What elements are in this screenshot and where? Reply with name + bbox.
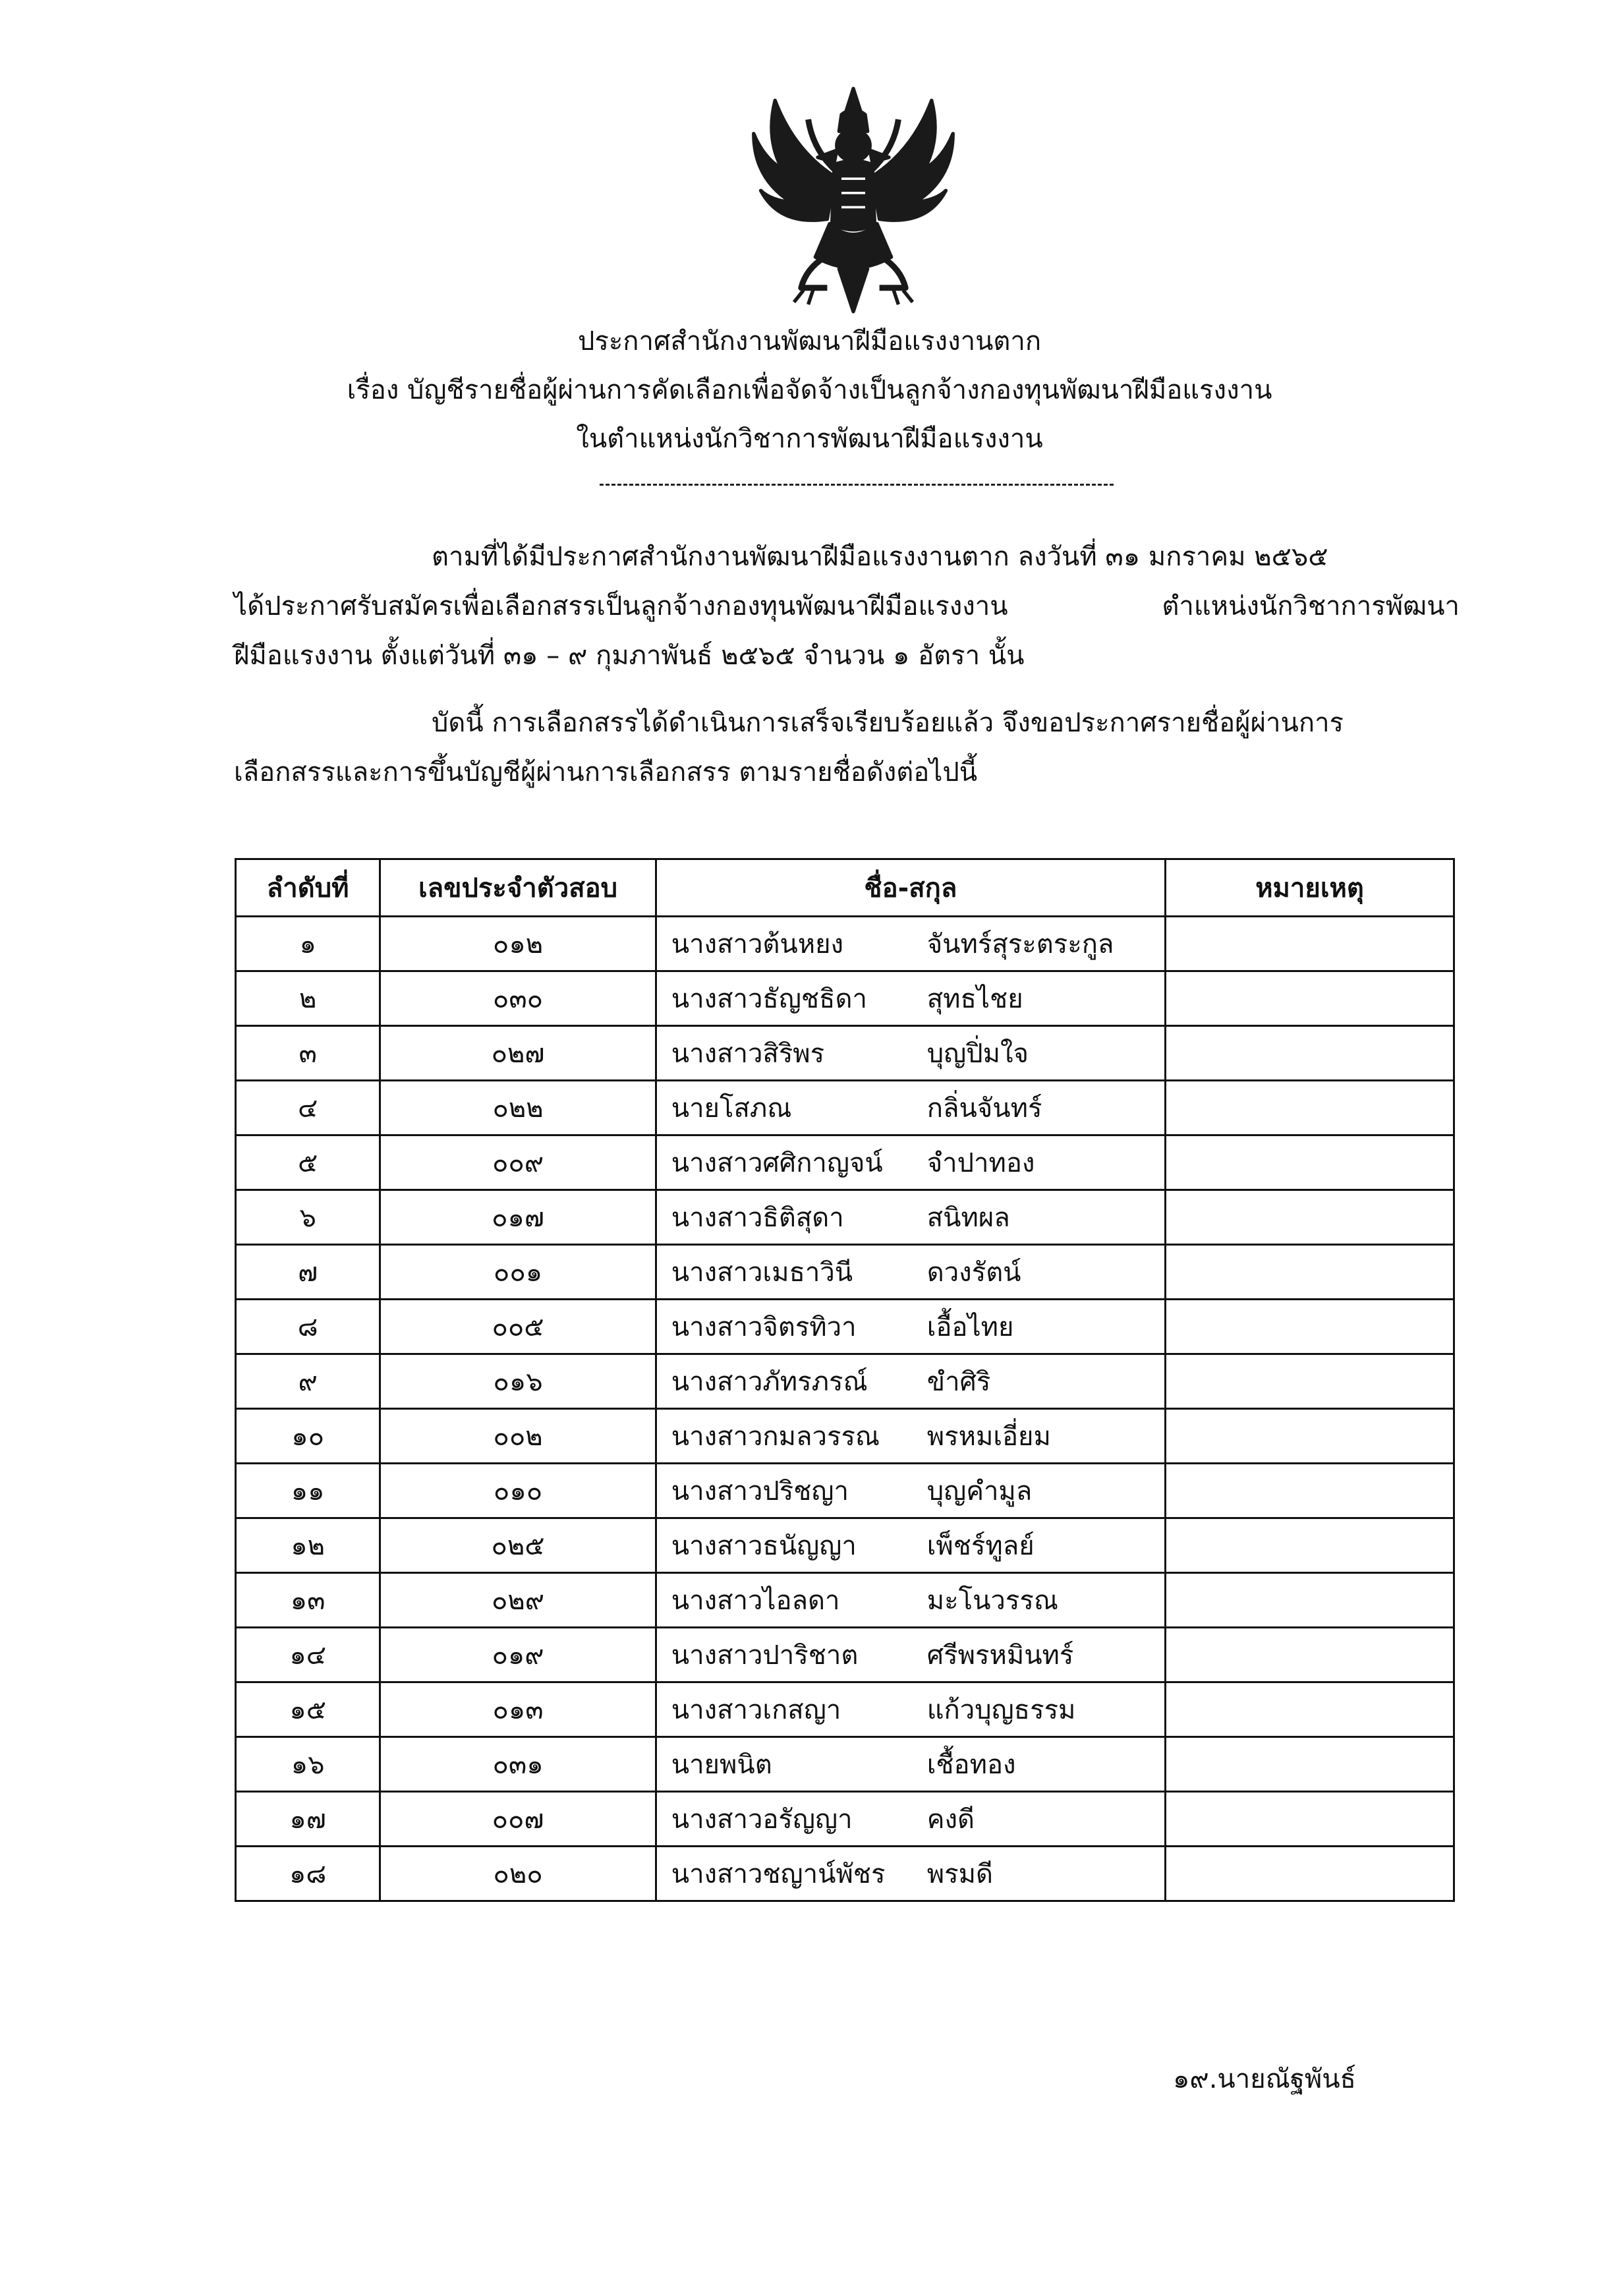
garuda-emblem-icon <box>735 79 972 316</box>
cell-order: ๕ <box>236 1135 380 1190</box>
announcement-subject: เรื่อง บัญชีรายชื่อผู้ผ่านการคัดเลือกเพื่อจัดจ้างเป็นลูกจ้างกองทุนพัฒนาฝีมือแรงงาน <box>347 375 1272 405</box>
given-name: นางสาวศศิกาญจน์ <box>671 1148 883 1178</box>
surname: จันทร์สุระตระกูล <box>926 929 1114 960</box>
cell-order: ๑๓ <box>236 1573 380 1628</box>
cell-name <box>656 1573 1165 1628</box>
cell-name <box>656 1026 1165 1081</box>
cell-remark <box>1166 917 1454 971</box>
surname: มะโนวรรณ <box>926 1586 1058 1616</box>
surname: เชื้อทอง <box>926 1750 1016 1780</box>
cell-exam-id: ๐๐๙ <box>380 1135 656 1190</box>
cell-order: ๑๒ <box>236 1518 380 1573</box>
header-exam-id: เลขประจำตัวสอบ <box>380 859 656 917</box>
cell-remark <box>1166 1682 1454 1737</box>
cell-name <box>656 1354 1165 1409</box>
cell-order: ๑๗ <box>236 1792 380 1847</box>
given-name: นางสาวภัทรภรณ์ <box>671 1367 868 1397</box>
header-order: ลำดับที่ <box>236 859 380 917</box>
paragraph-line: ได้ประกาศรับสมัครเพื่อเลือกสรรเป็นลูกจ้างกองทุนพัฒนาฝีมือแรงงาน ตำแหน่งนักวิชาการพัฒนา <box>234 591 1460 621</box>
table-row <box>236 1573 1454 1628</box>
cell-order: ๖ <box>236 1190 380 1245</box>
cell-remark <box>1166 1628 1454 1682</box>
table-row <box>236 1847 1454 1901</box>
given-name: นางสาวปาริชาต <box>671 1640 859 1671</box>
cell-order: ๓ <box>236 1026 380 1081</box>
cell-exam-id: ๐๓๐ <box>380 971 656 1026</box>
announcement-position: ในตำแหน่งนักวิชาการพัฒนาฝีมือแรงงาน <box>576 424 1043 454</box>
cell-name <box>656 1135 1165 1190</box>
cell-remark <box>1166 1847 1454 1901</box>
paragraph-line: ฝีมือแรงงาน ตั้งแต่วันที่ ๓๑ – ๙ กุมภาพันธ์ ๒๕๖๕ จำนวน ๑ อัตรา นั้น <box>234 641 1025 671</box>
surname: เอื้อไทย <box>926 1312 1014 1342</box>
surname: แก้วบุญธรรม <box>926 1695 1076 1725</box>
cell-exam-id: ๐๒๙ <box>380 1573 656 1628</box>
cell-exam-id: ๐๐๑ <box>380 1245 656 1300</box>
cell-name <box>656 1464 1165 1518</box>
cell-order: ๑๑ <box>236 1464 380 1518</box>
cell-order: ๔ <box>236 1081 380 1135</box>
cell-name <box>656 1628 1165 1682</box>
given-name: นางสาวธิติสุดา <box>671 1203 844 1233</box>
cell-name <box>656 917 1165 971</box>
table-row <box>236 1135 1454 1190</box>
cell-remark <box>1166 1300 1454 1354</box>
cell-remark <box>1166 1026 1454 1081</box>
table-row <box>236 1628 1454 1682</box>
given-name: นางสาวไอลดา <box>671 1586 840 1616</box>
given-name: นางสาวเกสญา <box>671 1695 841 1725</box>
cell-exam-id: ๐๒๕ <box>380 1518 656 1573</box>
table-row <box>236 1354 1454 1409</box>
cell-name <box>656 1300 1165 1354</box>
table-row <box>236 1737 1454 1792</box>
table-row <box>236 1682 1454 1737</box>
cell-order: ๑๔ <box>236 1628 380 1682</box>
surname: บุญคำมูล <box>926 1476 1033 1507</box>
surname: สนิทผล <box>926 1203 1010 1233</box>
surname: สุทธไชย <box>926 984 1023 1014</box>
cell-remark <box>1166 1464 1454 1518</box>
header-remark: หมายเหตุ <box>1166 859 1454 917</box>
paragraph-line: เลือกสรรและการขึ้นบัญชีผู้ผ่านการเลือกสรร ตามรายชื่อดังต่อไปนี้ <box>234 757 978 788</box>
cell-remark <box>1166 1190 1454 1245</box>
cell-order: ๙ <box>236 1354 380 1409</box>
cell-name <box>656 1682 1165 1737</box>
cell-remark <box>1166 1573 1454 1628</box>
cell-order: ๑๖ <box>236 1737 380 1792</box>
surname: พรหมเอี่ยม <box>926 1421 1051 1452</box>
table-row <box>236 1464 1454 1518</box>
table-row <box>236 917 1454 971</box>
table-row <box>236 971 1454 1026</box>
cell-remark <box>1166 971 1454 1026</box>
cell-order: ๑๕ <box>236 1682 380 1737</box>
table-header-row <box>236 859 1454 917</box>
paragraph-announcement <box>234 699 1460 797</box>
given-name: นางสาวสิริพร <box>671 1039 825 1069</box>
cell-name <box>656 1518 1165 1573</box>
given-name: นางสาวอรัญญา <box>671 1804 853 1835</box>
given-name: นางสาวเมธาวินี <box>671 1257 853 1288</box>
surname: เพ็ชร์ทูลย์ <box>926 1531 1035 1561</box>
cell-exam-id: ๐๐๗ <box>380 1792 656 1847</box>
given-name: นางสาวปริชญา <box>671 1476 849 1507</box>
surname: ขำศิริ <box>926 1367 991 1397</box>
table-row <box>236 1409 1454 1464</box>
cell-exam-id: ๐๒๗ <box>380 1026 656 1081</box>
header-name: ชื่อ-สกุล <box>656 859 1165 917</box>
cell-name <box>656 1847 1165 1901</box>
given-name: นางสาวกมลวรรณ <box>671 1421 880 1452</box>
given-name: นายพนิต <box>671 1750 772 1780</box>
given-name: นางสาวธัญชธิดา <box>671 984 867 1014</box>
cell-remark <box>1166 1135 1454 1190</box>
cell-name <box>656 1792 1165 1847</box>
table-row <box>236 1190 1454 1245</box>
cell-exam-id: ๐๑๙ <box>380 1628 656 1682</box>
cell-name <box>656 1409 1165 1464</box>
cell-order: ๒ <box>236 971 380 1026</box>
cell-name <box>656 971 1165 1026</box>
dashed-divider <box>600 484 1114 486</box>
handwritten-note: ๑๙.นายณัฐพันธ์ <box>1173 2064 1356 2094</box>
cell-name <box>656 1245 1165 1300</box>
surname: กลิ่นจันทร์ <box>926 1093 1042 1124</box>
cell-exam-id: ๐๒๒ <box>380 1081 656 1135</box>
cell-exam-id: ๐๑๒ <box>380 917 656 971</box>
surname: บุญปิ่มใจ <box>926 1039 1029 1069</box>
cell-exam-id: ๐๐๕ <box>380 1300 656 1354</box>
cell-remark <box>1166 1737 1454 1792</box>
given-name: นางสาวจิตรทิวา <box>671 1312 857 1342</box>
table-row <box>236 1081 1454 1135</box>
cell-remark <box>1166 1518 1454 1573</box>
cell-order: ๑ <box>236 917 380 971</box>
cell-order: ๑๘ <box>236 1847 380 1901</box>
table-row <box>236 1792 1454 1847</box>
cell-name <box>656 1190 1165 1245</box>
cell-exam-id: ๐๑๖ <box>380 1354 656 1409</box>
surname: ศรีพรหมินทร์ <box>926 1640 1074 1671</box>
cell-exam-id: ๐๒๐ <box>380 1847 656 1901</box>
cell-name <box>656 1081 1165 1135</box>
given-name: นางสาวธนัญญา <box>671 1531 857 1561</box>
announcement-title: ประกาศสำนักงานพัฒนาฝีมือแรงงานตาก <box>577 326 1042 357</box>
paragraph-line: บัดนี้ การเลือกสรรได้ดำเนินการเสร็จเรียบร้อยแล้ว จึงขอประกาศรายชื่อผู้ผ่านการ <box>432 708 1344 738</box>
surname: ดวงรัตน์ <box>926 1257 1021 1288</box>
surname: คงดี <box>926 1804 975 1835</box>
given-name: นายโสภณ <box>671 1093 792 1124</box>
cell-remark <box>1166 1792 1454 1847</box>
paragraph-intro <box>234 532 1460 681</box>
given-name: นางสาวชญาน์พัชร <box>671 1859 886 1889</box>
cell-order: ๑๐ <box>236 1409 380 1464</box>
cell-remark <box>1166 1081 1454 1135</box>
cell-exam-id: ๐๑๓ <box>380 1682 656 1737</box>
cell-name <box>656 1737 1165 1792</box>
cell-remark <box>1166 1409 1454 1464</box>
cell-order: ๗ <box>236 1245 380 1300</box>
cell-exam-id: ๐๓๑ <box>380 1737 656 1792</box>
surname: จำปาทอง <box>926 1148 1035 1178</box>
table-row <box>236 1300 1454 1354</box>
cell-exam-id: ๐๐๒ <box>380 1409 656 1464</box>
cell-remark <box>1166 1354 1454 1409</box>
surname: พรมดี <box>926 1859 993 1889</box>
given-name: นางสาวต้นหยง <box>671 929 844 960</box>
cell-order: ๘ <box>236 1300 380 1354</box>
table-row <box>236 1026 1454 1081</box>
cell-remark <box>1166 1245 1454 1300</box>
cell-exam-id: ๐๑๐ <box>380 1464 656 1518</box>
candidate-table <box>235 858 1455 1902</box>
paragraph-line: ตามที่ได้มีประกาศสำนักงานพัฒนาฝีมือแรงงานตาก ลงวันที่ ๓๑ มกราคม ๒๕๖๕ <box>432 542 1328 572</box>
cell-exam-id: ๐๑๗ <box>380 1190 656 1245</box>
table-row <box>236 1518 1454 1573</box>
table-row <box>236 1245 1454 1300</box>
